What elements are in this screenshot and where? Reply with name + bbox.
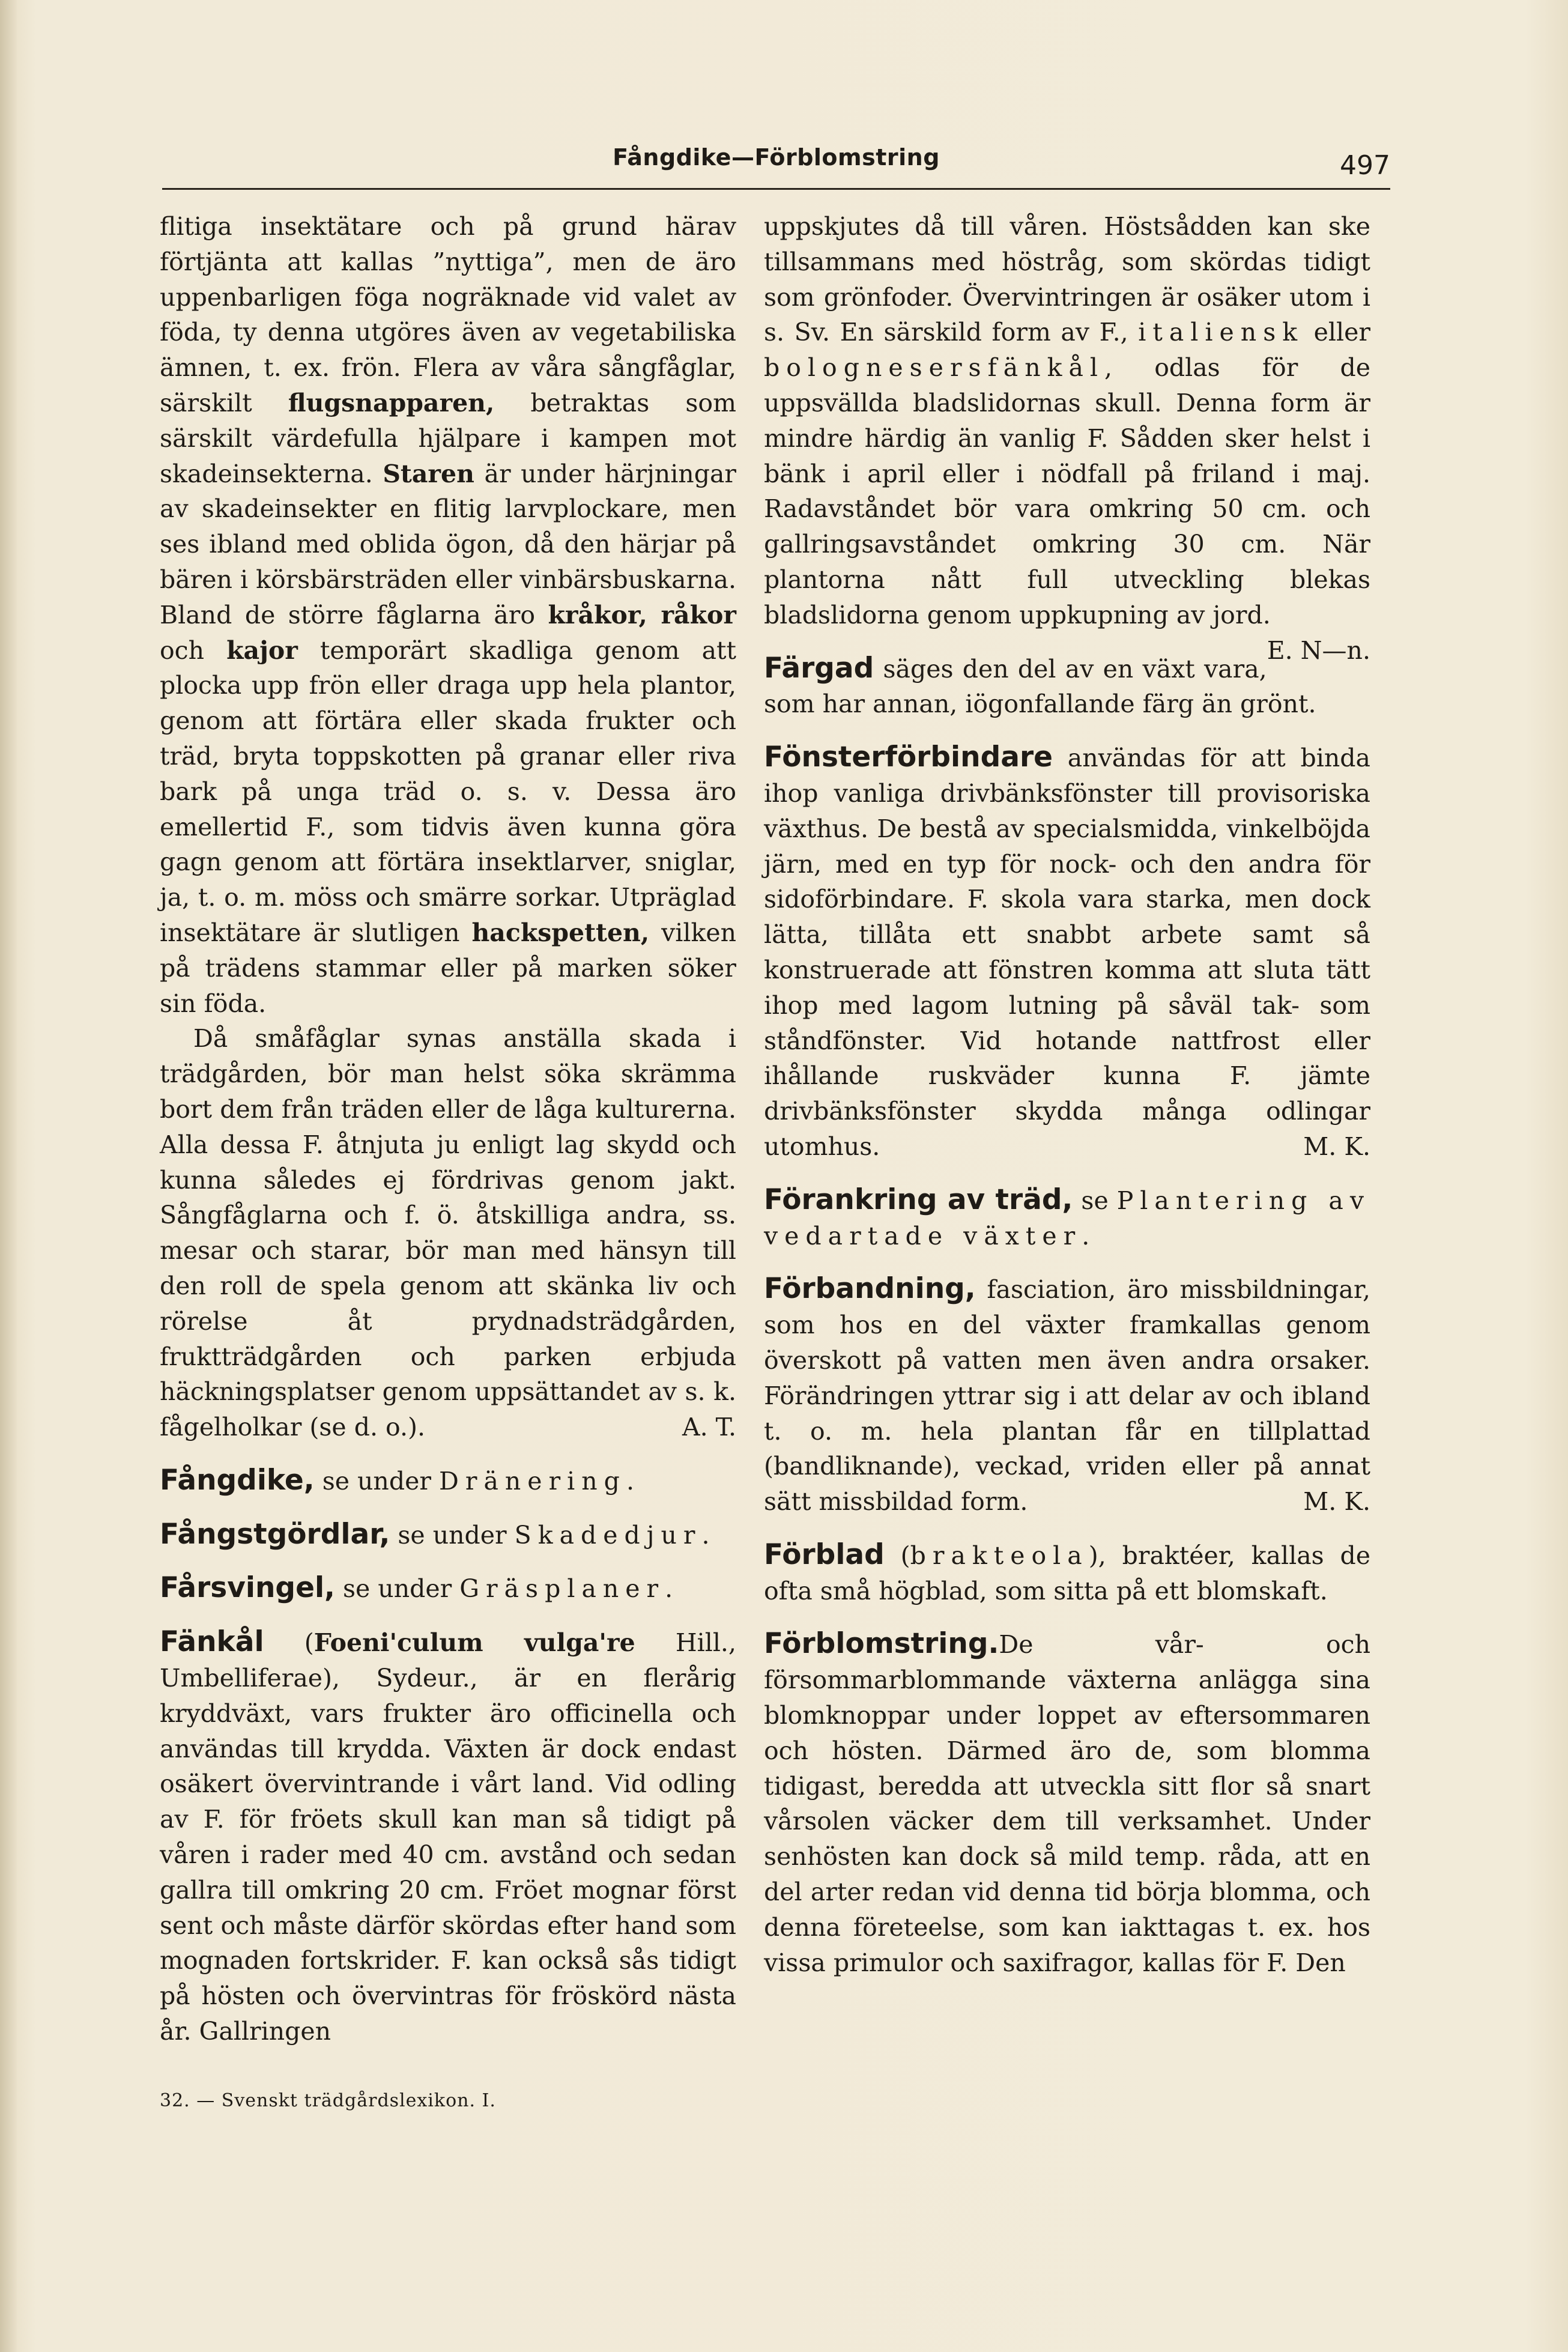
entry-headword: Förankring av träd, xyxy=(764,1183,1073,1216)
author-signature: E. N—n. xyxy=(1267,635,1370,665)
text-run: Hill., Umbelliferae), Sydeur., är en flerårig kryddväxt, vars frukter äro officinella och användas till krydda. Växten är dock endast osäkert övervintrande i vårt land. Vid odling av F. för fröets skull kan man så tidigt på våren i rader med 40 cm. avstånd och sedan gallra till omkring 20 cm. Fröet mognar först sent och måste därför skördas efter hand som mognaden fortskrider. F. kan också sås tidigt på hösten och övervintras för fröskörd nästa år. Gallringen xyxy=(160,1628,736,2046)
text-run: uppskjutes då till våren. Höstsådden kan ske tillsammans med höstråg, som skördas tidigt som grönfoder. Övervintringen är osäker utom i s. Sv. En särskild form av F., xyxy=(764,212,1370,347)
text-run: fasciation, äro missbildningar, som hos en del växter framkallas genom överskott på vatten men även andra orsaker. Förändringen yttrar sig i att delar av och ibland t. o. m. hela plantan får en tillplattad (bandliknande), veckad, vriden eller på annat sätt missbildad form. xyxy=(764,1275,1370,1517)
entry-fankal xyxy=(160,1625,736,2049)
left-column xyxy=(160,209,736,2049)
header-rule xyxy=(162,188,1390,190)
latin-name: Foeni'culum vulga're xyxy=(313,1628,635,1658)
running-title: Fångdike—Förblomstring xyxy=(613,144,940,171)
author-signature: M. K. xyxy=(1303,1487,1370,1517)
entry-headword: Färgad xyxy=(764,651,874,685)
paragraph-fankal-continued xyxy=(764,209,1370,665)
term-kajor: kajor xyxy=(226,635,298,665)
entry-fangstgordlar xyxy=(160,1517,736,1553)
text-run: flitiga insektätare och på grund härav förtjänta att kallas ”nyttiga”, men de äro uppenbarligen föga nogräknade vid valet av föda, ty denna utgöres även av vegetabiliska ämnen, t. ex. frön. Flera av våra sångfåglar, särskilt xyxy=(160,212,736,417)
text-run: betraktas som särskilt värdefulla hjälpare i kampen mot skadeinsekterna. xyxy=(160,388,736,488)
text-run: Då småfåglar synas anställa skada i trädgården, bör man helst söka skrämma bort dem från träden eller de låga kulturerna. Alla dessa F. åtnjuta ju enligt lag skydd och kunna således ej fördrivas genom jakt. Sångfåglarna och f. ö. åtskilliga andra, ss. mesar och starar, bör man med hänsyn till den roll de spela genom att skänka liv och rörelse åt prydnadsträdgården, fruktträdgården och parken erbjuda häckningsplatser genom uppsättandet av s. k. fågelholkar (se d. o.). xyxy=(160,1024,736,1442)
author-signature: A. T. xyxy=(682,1413,736,1442)
spaced-term-bolognesersfankal: bolognesersfänkål xyxy=(764,353,1105,383)
entry-headword: Fänkål xyxy=(160,1625,264,1659)
text-run: De vår- och försommarblommande växterna anlägga sina blomknoppar under loppet av eftersommaren och hösten. Därmed äro de, som blomma tidigast, beredda att utveckla sitt flor så snart vårsolen väcker dem till verksamhet. Under senhösten kan dock så mild temp. råda, att en del arter redan vid denna tid börja blomma, och denna företeelse, som kan iakttagas t. ex. hos vissa primulor och saxifragor, kallas för F. Den xyxy=(764,1630,1370,1977)
page-number: 497 xyxy=(1340,150,1390,181)
text-run: temporärt skadliga genom att plocka upp frön eller draga upp hela plantor, genom att förtära eller skada frukter och träd, bryta toppskotten på granar eller riva bark på unga träd o. s. v. Dessa äro emellertid F., som tidvis även kunna göra gagn genom att förtära insektlarver, sniglar, ja, t. o. m. möss och smärre sorkar. Utpräglad insektätare är slutligen xyxy=(160,635,736,947)
cross-reference: Gräsplaner xyxy=(459,1574,665,1604)
term-hackspetten: hackspetten, xyxy=(471,918,650,947)
entry-headword: Förblad xyxy=(764,1538,885,1571)
text-run: ( xyxy=(264,1628,314,1658)
text-run: se xyxy=(1073,1186,1117,1215)
term-krakor-rakor: kråkor, råkor xyxy=(548,600,736,629)
text-run: användas för att binda ihop vanliga drivbänksfönster till provisoriska växthus. De bestå av specialsmidda, vinkelböjda järn, med en typ för nock- och den andra för sidoförbindare. F. skola vara starka, men dock lätta, tillåta ett snabbt arbete samt så konstruerade att fönstren komma att sluta tätt ihop med lagom lutning på såväl tak- som ståndfönster. Vid hotande nattfrost eller ihållande ruskväder kunna F. jämte drivbänksfönster skydda många odlingar utomhus. xyxy=(764,744,1370,1161)
entry-headword: Förblomstring. xyxy=(764,1627,999,1661)
paragraph-smafaglar xyxy=(160,1021,736,1445)
term-flugsnapparen: flugsnapparen, xyxy=(288,388,495,417)
entry-fonsterforbindare xyxy=(764,740,1370,1165)
term-staren: Staren xyxy=(383,459,474,488)
footer-signature: 32. — Svenskt trädgårdslexikon. I. xyxy=(160,2090,496,2111)
entry-fangdike xyxy=(160,1463,736,1499)
page-header xyxy=(162,135,1390,195)
text-run: ( xyxy=(884,1541,910,1570)
text-run: se under xyxy=(314,1466,439,1496)
entry-headword: Fångstgördlar, xyxy=(160,1517,390,1551)
text-run: ), braktéer, kallas de ofta små högblad, som sitta på ett blomskaft. xyxy=(764,1541,1371,1605)
text-run: . xyxy=(665,1574,673,1604)
entry-forblomstring xyxy=(764,1626,1370,1980)
text-run: . xyxy=(1082,1221,1090,1250)
page-spine-shadow xyxy=(0,0,17,2352)
cross-reference: Skadedjur xyxy=(514,1520,702,1550)
text-run: och xyxy=(160,635,227,665)
entry-forblad xyxy=(764,1538,1370,1609)
entry-headword: Förbandning, xyxy=(764,1272,976,1306)
text-run: . xyxy=(701,1520,710,1550)
text-run: är under härjningar av skadeinsekter en flitig larvplockare, men ses ibland med oblida ögon, då den härjar på bären i körsbärsträden eller vinbärsbuskarna. Bland de större fåglarna äro xyxy=(160,459,736,629)
spaced-term-italiensk: italiensk xyxy=(1138,318,1304,347)
text-run: säges den del av en växt vara, som har annan, iögonfallande färg än grönt. xyxy=(764,654,1316,719)
cross-reference: Plantering av vedartade växter xyxy=(764,1186,1370,1250)
text-run: vilken på trädens stammar eller på marken söker sin föda. xyxy=(160,918,737,1018)
entry-headword: Fångdike, xyxy=(160,1463,315,1497)
author-signature: M. K. xyxy=(1303,1132,1370,1161)
entry-forankring xyxy=(764,1183,1370,1254)
text-run: , odlas för de uppsvällda bladslidornas skull. Denna form är mindre härdig än vanlig F. Sådden sker helst i bänk i april eller i nödfall på friland i maj. Radavståndet bör vara omkring 50 cm. och gallringsavståndet omkring 30 cm. När plantorna nått full utveckling blekas bladslidorna genom uppkupning av jord. xyxy=(764,353,1370,629)
entry-headword: Fårsvingel, xyxy=(160,1571,335,1605)
entry-farsvingel xyxy=(160,1571,736,1607)
entry-forbandning xyxy=(764,1271,1370,1520)
right-column xyxy=(764,209,1370,1980)
text-run: eller xyxy=(1304,318,1370,347)
text-run: . xyxy=(626,1466,634,1496)
text-run: se under xyxy=(334,1574,460,1604)
spaced-term-brakteola: brakteola xyxy=(910,1541,1089,1570)
paragraph-insect-eaters xyxy=(160,209,736,1021)
cross-reference: Dränering xyxy=(438,1466,626,1496)
text-run: se under xyxy=(390,1520,515,1550)
entry-headword: Fönsterförbindare xyxy=(764,741,1053,774)
